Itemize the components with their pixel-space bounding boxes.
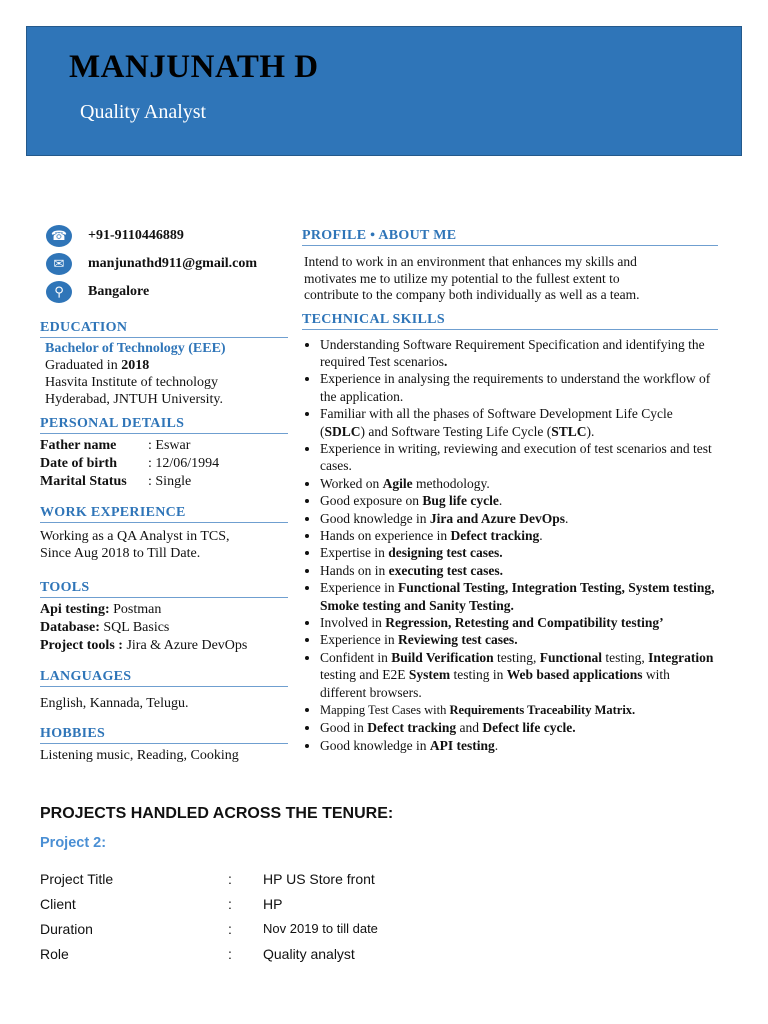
contact-phone xyxy=(40,222,288,250)
skill-item xyxy=(320,405,718,440)
skill-item xyxy=(320,440,718,475)
skill-text: Defect tracking xyxy=(367,720,457,736)
tool-row: Project tools : Jira & Azure DevOps xyxy=(40,638,248,653)
tool-row: Api testing: Postman xyxy=(40,602,162,617)
skill-item xyxy=(320,631,718,648)
skill-text: SDLC xyxy=(324,423,361,439)
work-line: Working as a QA Analyst in TCS, xyxy=(40,529,230,544)
skill-text: testing in xyxy=(450,667,507,683)
skill-item xyxy=(320,562,718,579)
education-institute: Hasvita Institute of technology xyxy=(45,375,219,390)
skill-item xyxy=(320,370,718,405)
location-text: Bangalore xyxy=(88,284,150,299)
skill-text: Confident in xyxy=(320,649,392,665)
project-row: Client : HP xyxy=(40,895,283,912)
skill-text: Experience in xyxy=(320,632,398,648)
contact-location xyxy=(40,278,288,306)
skill-text: Familiar with all the phases of Software Development Life Cycle ( xyxy=(320,406,673,439)
project-details-table xyxy=(40,866,378,966)
skill-text: . xyxy=(444,353,448,369)
skill-text: methodology. xyxy=(412,475,490,491)
skill-text: testing and E2E xyxy=(320,667,409,683)
languages-heading: LANGUAGES xyxy=(40,669,288,687)
skill-item xyxy=(320,510,718,527)
skill-text: Experience in xyxy=(320,580,398,596)
personal-row: Father name : Eswar xyxy=(40,438,191,453)
technical-skills-heading: TECHNICAL SKILLS xyxy=(302,312,718,330)
skill-item xyxy=(320,527,718,544)
work-experience-heading: WORK EXPERIENCE xyxy=(40,505,288,523)
skill-item xyxy=(320,492,718,509)
personal-details-heading: PERSONAL DETAILS xyxy=(40,416,288,434)
contact-email xyxy=(40,250,288,278)
candidate-title: Quality Analyst xyxy=(80,101,207,123)
skill-text: Experience in analysing the requirements to understand the workflow of the application. xyxy=(320,371,711,404)
graduation-year: 2018 xyxy=(121,358,150,373)
skill-text: Understanding Software Requirement Specification and identifying the required Test scenarios xyxy=(320,336,705,369)
profile-heading: PROFILE • ABOUT ME xyxy=(302,228,718,246)
education-location: Hyderabad, JNTUH University. xyxy=(45,392,223,407)
skill-text: Agile xyxy=(382,475,413,491)
skill-text: Functional Testing, Integration Testing, System testing, Smoke testing and Sanity Testing. xyxy=(320,580,715,613)
project-row: Duration : Nov 2019 to till date xyxy=(40,920,378,937)
skill-text: Good knowledge in xyxy=(320,510,430,526)
skill-item xyxy=(320,649,718,701)
skill-text: designing test cases. xyxy=(388,545,503,561)
skills-list xyxy=(298,336,718,755)
email-address: manjunathd911@gmail.com xyxy=(88,256,257,271)
skill-text: testing, xyxy=(602,649,649,665)
skill-text: . xyxy=(565,510,569,526)
skill-text: Involved in xyxy=(320,615,386,630)
skill-item xyxy=(320,475,718,492)
skill-text: testing, xyxy=(493,649,540,665)
mail-icon: ✉ xyxy=(46,253,72,275)
skill-text: Good in xyxy=(320,720,368,736)
skill-text: . xyxy=(498,493,503,509)
skill-text: Expertise in xyxy=(320,545,389,561)
skill-item xyxy=(320,336,718,371)
languages-text: English, Kannada, Telugu. xyxy=(40,696,189,711)
hobbies-heading: HOBBIES xyxy=(40,726,288,744)
tools-heading: TOOLS xyxy=(40,580,288,598)
skill-text: Functional xyxy=(539,649,603,665)
skill-text: Good exposure on xyxy=(320,493,423,509)
skill-text: Requirements Traceability Matrix. xyxy=(449,703,636,718)
skill-text: Defect tracking xyxy=(450,527,540,543)
resume-header xyxy=(26,26,742,156)
skill-text: Mapping Test Cases with xyxy=(320,703,450,718)
skill-text: Hands on experience in xyxy=(320,527,451,543)
skill-text: Build Verification xyxy=(391,649,494,665)
skill-text: Worked on xyxy=(320,475,383,491)
profile-text: Intend to work in an environment that enhances my skills and motivates me to utilize my potential to the fullest extent to contribute to the company both individually as well as a team. xyxy=(304,254,640,302)
skill-text: with different browsers. xyxy=(320,667,670,700)
skill-text: . xyxy=(539,527,543,543)
skill-text: Jira and Azure DevOps xyxy=(429,510,565,526)
skill-text: API testing xyxy=(429,737,495,753)
skill-item xyxy=(320,719,718,736)
skill-item xyxy=(320,701,718,719)
left-column xyxy=(40,222,288,764)
skill-item xyxy=(320,614,718,631)
phone-number: +91-9110446889 xyxy=(88,228,184,243)
skill-text: Experience in writing, reviewing and execution of test scenarios and test cases. xyxy=(320,440,712,474)
skill-text: ). xyxy=(586,423,595,439)
education-heading: EDUCATION xyxy=(40,320,288,338)
candidate-name: MANJUNATH D xyxy=(69,49,319,85)
skill-item xyxy=(320,737,718,754)
tool-row: Database: SQL Basics xyxy=(40,620,170,635)
projects-heading: PROJECTS HANDLED ACROSS THE TENURE: xyxy=(40,805,394,822)
skill-text: Good knowledge in xyxy=(320,737,430,753)
skill-text: System xyxy=(408,667,451,683)
education-degree: Bachelor of Technology (EEE) xyxy=(45,341,226,356)
project-row: Project Title : HP US Store front xyxy=(40,870,375,887)
personal-row: Marital Status : Single xyxy=(40,474,192,489)
skill-text: executing test cases. xyxy=(388,562,503,578)
skill-item xyxy=(320,579,718,614)
skill-text: Regression, Retesting and Compatibility testing’ xyxy=(385,615,664,630)
education-graduated: Graduated in 2018 xyxy=(45,358,150,373)
skill-text: Integration xyxy=(648,649,714,665)
skill-text: Reviewing test cases. xyxy=(397,632,518,648)
skill-text: Web based applications xyxy=(506,667,643,683)
skill-text: STLC xyxy=(551,423,587,439)
skill-text: and xyxy=(456,720,483,736)
location-pin-icon: ⚲ xyxy=(46,281,72,303)
right-column xyxy=(298,222,718,754)
project-row: Role : Quality analyst xyxy=(40,945,355,962)
project-label: Project 2: xyxy=(40,835,107,851)
skill-text: Bug life cycle xyxy=(422,493,499,509)
phone-icon: ☎ xyxy=(46,225,72,247)
work-line: Since Aug 2018 to Till Date. xyxy=(40,546,201,561)
skill-text: ) and Software Testing Life Cycle ( xyxy=(360,423,552,439)
skill-text: Defect life cycle. xyxy=(482,720,576,736)
skill-item xyxy=(320,544,718,561)
personal-row: Date of birth : 12/06/1994 xyxy=(40,456,220,471)
skill-text: . xyxy=(494,737,499,753)
hobbies-text: Listening music, Reading, Cooking xyxy=(40,748,239,763)
skill-text: Hands on in xyxy=(320,562,389,578)
